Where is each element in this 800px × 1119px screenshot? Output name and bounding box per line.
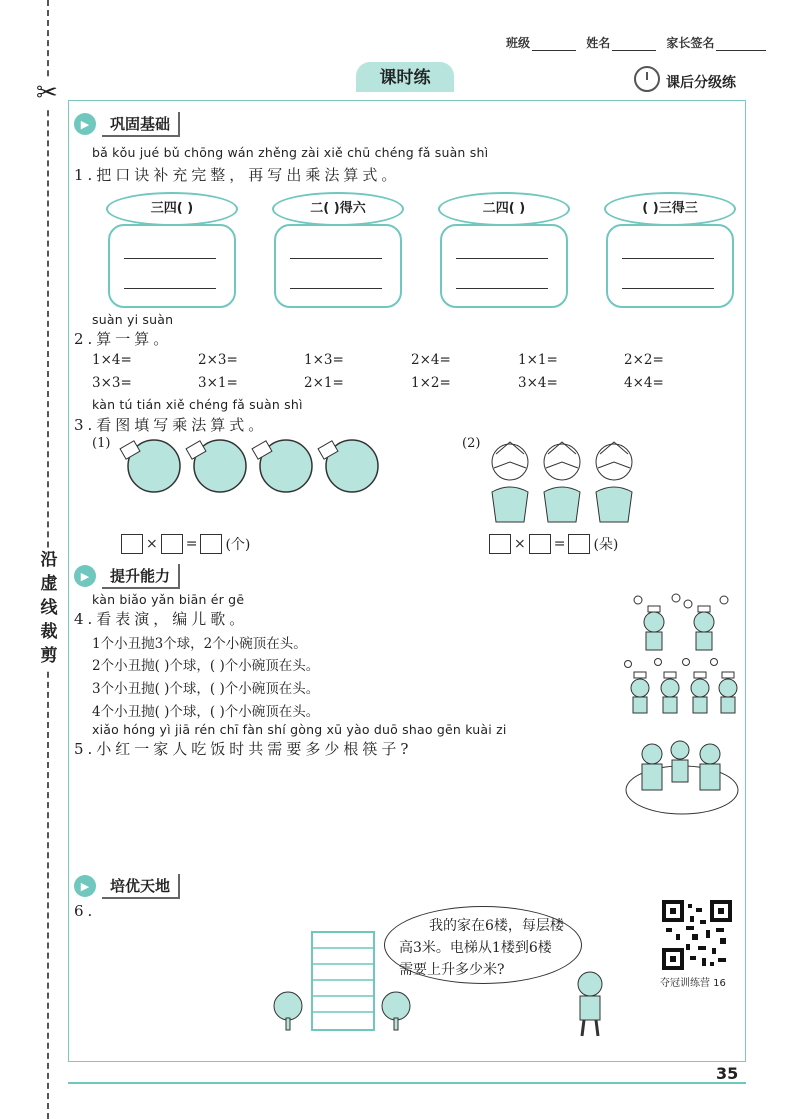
flower-vases <box>480 432 644 526</box>
q3-text: 3.看图填写乘法算式。 <box>74 416 268 434</box>
play-icon: ▶ <box>74 113 96 135</box>
q2-pinyin: suàn yi suàn <box>92 312 174 327</box>
speech-bubble: 我的家在6楼，每层楼 高3米。电梯从1楼到6楼 需要上升多少米? <box>384 906 582 984</box>
answer-square[interactable] <box>121 534 143 554</box>
q4-pinyin: kàn biǎo yǎn biān ér gē <box>92 592 245 607</box>
name-label: 姓名 <box>586 36 611 50</box>
q6-text: 6. <box>74 902 97 920</box>
calc-item: 4×4= <box>624 375 664 391</box>
class-label: 班级 <box>506 36 531 50</box>
name-blank[interactable] <box>612 38 656 51</box>
rhyme-oval-3: 二四( ) <box>438 192 570 226</box>
q4-line: 4个小丑抛( )个球，( )个小碗顶在头。 <box>92 704 320 720</box>
clowns-illustration <box>624 590 742 720</box>
paddle-icon <box>120 440 180 492</box>
flower-vase-icon <box>492 442 528 522</box>
ping-pong-paddles <box>118 436 380 498</box>
scissors-icon: ✂ <box>36 78 58 108</box>
q3-part1-label: (1) <box>92 436 111 451</box>
section-advanced: ▶ 培优天地 <box>74 874 180 898</box>
paddle-icon <box>318 440 378 492</box>
rhyme-oval-1: 三四( ) <box>106 192 238 226</box>
q3-pinyin: kàn tú tián xiě chéng fǎ suàn shì <box>92 397 303 412</box>
calc-item: 3×4= <box>518 375 558 391</box>
q4-line: 2个小丑抛( )个球，( )个小碗顶在头。 <box>92 658 320 674</box>
clock-icon <box>634 66 660 92</box>
answer-square[interactable] <box>489 534 511 554</box>
q3-equation-1: × = (个) <box>118 534 250 554</box>
calc-item: 1×1= <box>518 352 558 368</box>
family-dinner-illustration <box>616 732 742 820</box>
section-improve: ▶ 提升能力 <box>74 564 180 588</box>
answer-box-1[interactable] <box>108 224 236 308</box>
calc-item: 3×1= <box>198 375 238 391</box>
q4-line: 3个小丑抛( )个球，( )个小碗顶在头。 <box>92 681 320 697</box>
calc-item: 1×2= <box>411 375 451 391</box>
flower-vase-icon <box>544 442 580 522</box>
page-number: 35 <box>716 1064 739 1083</box>
rhyme-oval-4: ( )三得三 <box>604 192 736 226</box>
answer-box-3[interactable] <box>440 224 568 308</box>
q4-text: 4.看表演，编儿歌。 <box>74 610 249 628</box>
paddle-icon <box>252 440 312 492</box>
page-title: 课时练 <box>356 62 454 92</box>
qr-code-label: 夺冠训练营 16 <box>660 978 726 989</box>
play-icon: ▶ <box>74 875 96 897</box>
q1-pinyin: bǎ kǒu jué bǔ chōng wán zhěng zài xiě chū chéng fǎ suàn shì <box>92 145 489 160</box>
answer-square[interactable] <box>529 534 551 554</box>
q1-text: 1.把口诀补充完整，再写出乘法算式。 <box>74 166 401 184</box>
child-illustration <box>560 970 620 1040</box>
calc-item: 2×2= <box>624 352 664 368</box>
rhyme-oval-2: 二( )得六 <box>272 192 404 226</box>
answer-square[interactable] <box>568 534 590 554</box>
qr-code-icon[interactable] <box>662 900 732 970</box>
calc-item: 1×4= <box>92 352 132 368</box>
cut-instruction: 沿 虚 线 裁 剪 <box>38 548 60 668</box>
signature-blank[interactable] <box>716 38 766 51</box>
parent-signature-label: 家长签名 <box>666 36 715 50</box>
play-icon: ▶ <box>74 565 96 587</box>
calc-item: 2×1= <box>304 375 344 391</box>
q4-line: 1个小丑抛3个球，2个小碗顶在头。 <box>92 636 307 652</box>
calc-item: 2×3= <box>198 352 238 368</box>
student-info-fields <box>506 34 772 51</box>
footer-rule <box>68 1082 746 1084</box>
answer-square[interactable] <box>200 534 222 554</box>
q2-text: 2.算一算。 <box>74 330 173 348</box>
q5-pinyin: xiǎo hóng yì jiā rén chī fàn shí gòng xū yào duō shao gēn kuài zi <box>92 722 507 737</box>
q5-text: 5.小红一家人吃饭时共需要多少根筷子? <box>74 740 413 758</box>
section-basics: ▶ 巩固基础 <box>74 112 180 136</box>
answer-box-4[interactable] <box>606 224 734 308</box>
q3-part2-label: (2) <box>462 436 481 451</box>
answer-box-2[interactable] <box>274 224 402 308</box>
q3-equation-2: × = (朵) <box>486 534 618 554</box>
brand-label: 课后分级练 <box>666 75 736 91</box>
flower-vase-icon <box>596 442 632 522</box>
calc-item: 1×3= <box>304 352 344 368</box>
calc-item: 3×3= <box>92 375 132 391</box>
answer-square[interactable] <box>161 534 183 554</box>
paddle-icon <box>186 440 246 492</box>
calc-item: 2×4= <box>411 352 451 368</box>
class-blank[interactable] <box>532 38 576 51</box>
